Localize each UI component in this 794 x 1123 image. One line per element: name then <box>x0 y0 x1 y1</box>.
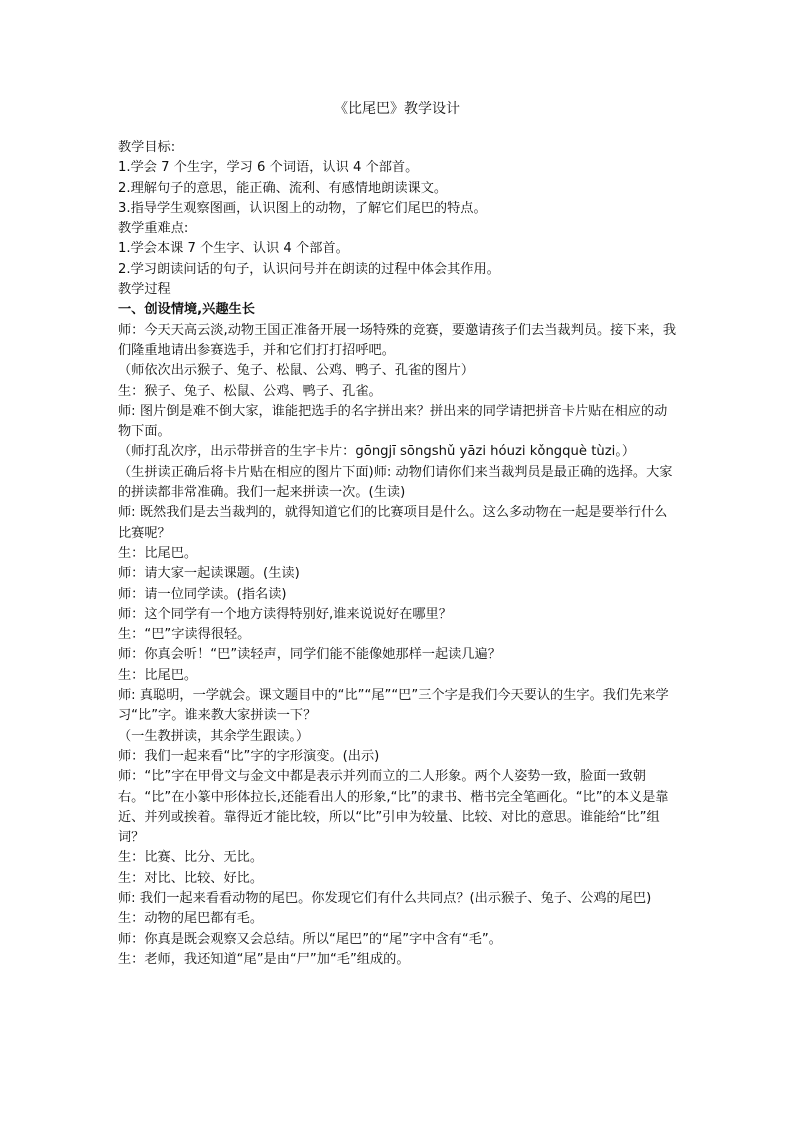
paragraph: 生：动物的尾巴都有毛。 <box>118 911 264 927</box>
paragraph: 师：“比”字在甲骨文与金文中都是表示并列而立的二人形象。两个人姿势一致，脸面一致朝右。“比”在小篆中形体拉长,还能看出人的形象,“比”的隶书、楷书完全笔画化。“比”的本义是靠近、并列或挨着。靠得近才能比较，所以“比”引申为较量、比较、对比的意思。谁能给“比”组词？ <box>118 769 669 846</box>
paragraph: 师：这个同学有一个地方读得特别好,谁来说说好在哪里？ <box>118 606 452 622</box>
paragraph: （生拼读正确后将卡片贴在相应的图片下面)师: 动物们请你们来当裁判员是最正确的选择。大家的拼读都非常准确。我们一起来拼读一次。(生读) <box>118 464 673 501</box>
paragraph: 3.指导学生观察图画，认识图上的动物，了解它们尾巴的特点。 <box>118 200 487 216</box>
paragraph: 2.学习朗读问话的句子，认识问号并在朗读的过程中体会其作用。 <box>118 261 500 277</box>
paragraph: 师: 真聪明，一学就会。课文题目中的“比”“尾”“巴”三个字是我们今天要认的生字。我们先来学习“比”字。谁来教大家拼读一下？ <box>118 688 669 724</box>
paragraph: 生：比尾巴。 <box>118 545 198 561</box>
paragraph: 师: 我们一起来看看动物的尾巴。你发现它们有什么共同点？(出示猴子、兔子、公鸡的尾巴) <box>118 890 652 906</box>
paragraph: 生：比赛、比分、无比。 <box>118 850 264 866</box>
paragraph: （师依次出示猴子、兔子、松鼠、公鸡、鸭子、孔雀的图片） <box>118 363 475 379</box>
paragraph: 生：猴子、兔子、松鼠、公鸡、鸭子、孔雀。 <box>118 383 382 399</box>
paragraph: 师：你真是既会观察又会总结。所以“尾巴”的“尾”字中含有“毛”。 <box>118 931 502 947</box>
paragraph: 一、创设情境,兴趣生长 <box>118 302 255 318</box>
paragraph: 教学过程 <box>118 282 171 298</box>
paragraph: （师打乱次序，出示带拼音的生字卡片：gōngjī sōngshǔ yāzi hóuzi kǒngquè tùzi。） <box>118 444 636 460</box>
paragraph: 师: 既然我们是去当裁判的，就得知道它们的比赛项目是什么。这么多动物在一起是要举行什么比赛呢？ <box>118 505 668 541</box>
document-title: 《比尾巴》教学设计 <box>334 101 460 117</box>
paragraph: 教学目标: <box>118 140 176 155</box>
paragraph: 生：对比、比较、好比。 <box>118 870 264 886</box>
paragraph: 师: 图片倒是难不倒大家，谁能把选手的名字拼出来？拼出来的同学请把拼音卡片贴在相应的动物下面。 <box>118 403 668 440</box>
paragraph: 1.学会本课 7 个生字、认识 4 个部首。 <box>118 241 349 257</box>
paragraph: 师：我们一起来看“比”字的字形演变。(出示) <box>118 748 380 764</box>
paragraph: 师：今天天高云淡,动物王国正准备开展一场特殊的竞赛，要邀请孩子们去当裁判员。接下来，我们隆重地请出参赛选手，并和它们打打招呼吧。 <box>118 322 677 358</box>
paragraph: 师：请大家一起读课题。(生读) <box>118 566 300 582</box>
paragraph: 生：比尾巴。 <box>118 667 198 683</box>
paragraph: 生：“巴”字读得很轻。 <box>118 627 251 643</box>
paragraph: 师：你真会听！“巴”读轻声，同学们能不能像她那样一起读几遍？ <box>118 647 501 663</box>
paragraph: 生：老师，我还知道“尾”是由“尸”加“毛”组成的。 <box>118 951 410 967</box>
paragraph: （一生教拼读，其余学生跟读。） <box>118 728 310 744</box>
paragraph: 1.学会 7 个生字，学习 6 个词语，认识 4 个部首。 <box>118 160 419 176</box>
paragraph: 教学重难点: <box>118 221 189 237</box>
paragraph: 2.理解句子的意思，能正确、流利、有感情地朗读课文。 <box>118 180 448 196</box>
document-body <box>118 138 680 970</box>
paragraph: 师：请一位同学读。(指名读) <box>118 586 287 602</box>
